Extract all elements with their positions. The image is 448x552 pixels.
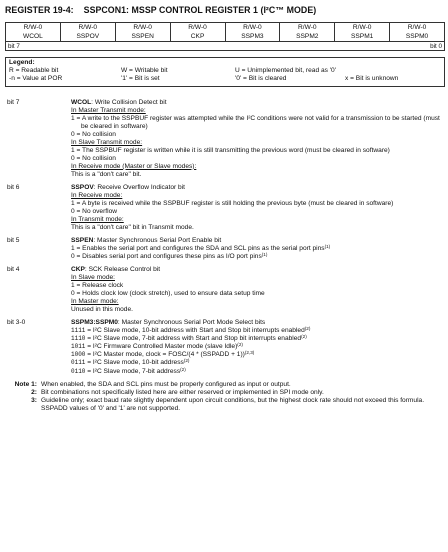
bit-name: CKP (170, 32, 225, 42)
legend-writable: W = Writable bit (121, 66, 168, 74)
bit-right-label: bit 0 (430, 42, 442, 50)
field-heading (71, 184, 445, 192)
bit-number: bit 6 (7, 183, 20, 191)
mode-code: 1111 (71, 327, 86, 335)
bit-name: SSPM3 (225, 32, 280, 42)
note-item (5, 397, 445, 413)
mode-option (71, 368, 445, 376)
bit-name: SSPM1 (335, 32, 390, 42)
notes-section (5, 381, 445, 413)
mode-code: 0110 (71, 367, 86, 375)
bit-note: This is a "don't care" bit in Transmit mode. (71, 224, 194, 231)
mode-code: 1011 (71, 343, 86, 351)
field-desc: : Master Synchronous Serial Port Enable bit (93, 237, 222, 245)
bit-attribute: R/W-0 (335, 22, 390, 32)
note-label: 2: (31, 388, 37, 396)
bit-name: SSPM2 (280, 32, 335, 42)
mode-heading: In Transmit mode: (71, 215, 124, 223)
legend-por: -n = Value at POR (9, 75, 63, 83)
mode-text: = I²C Master mode, clock = FOSC/(4 * (SSPADD + 1)) (85, 351, 245, 359)
mode-heading: In Master Transmit mode: (71, 106, 146, 114)
option-text: 0 = Disables serial port and configures these pins as I/O port pins (71, 253, 262, 261)
bit-attribute: R/W-0 (60, 22, 115, 32)
bit-descriptions (5, 99, 445, 376)
field-desc: : Receive Overflow Indicator bit (93, 183, 185, 191)
bit-name: SSPOV (60, 32, 115, 42)
bit-number: bit 7 (7, 98, 20, 106)
legend-cleared: '0' = Bit is cleared (235, 75, 287, 83)
mode-heading: In Receive mode (Master or Slave modes): (71, 162, 197, 170)
field-name: CKP (71, 266, 85, 274)
mode-code: 1110 (71, 335, 86, 343)
bit7-description (5, 99, 445, 179)
bit-attribute: R/W-0 (280, 22, 335, 32)
legend-set: '1' = Bit is set (121, 75, 160, 83)
footnote-ref: (2) (237, 342, 243, 348)
legend-unimplemented: U = Unimplemented bit, read as '0' (235, 66, 336, 74)
mode-code: 1000 (71, 351, 86, 359)
footnote-ref: (1) (324, 244, 331, 250)
mode-heading: In Slave Transmit mode: (71, 138, 143, 146)
footnote-ref: (2) (180, 366, 186, 372)
footnote-ref: (2) (183, 358, 190, 364)
register-document (5, 5, 445, 413)
mode-text: = I²C Slave mode, 10-bit address with Start and Stop bit interrupts enabled (85, 327, 305, 335)
bit-option: 1 = A byte is received while the SSPBUF register is still holding the previous byte (must be cleared in software) (71, 199, 394, 207)
note-item (5, 389, 445, 397)
bit-name-row (6, 32, 445, 42)
bit-attribute: R/W-0 (390, 22, 445, 32)
note-text: When enabled, the SDA and SCL pins must be properly configured as input or output. (41, 380, 291, 388)
note-label: 3: (31, 396, 37, 404)
field-name: SSPOV (71, 183, 94, 191)
bit-attribute: R/W-0 (6, 22, 61, 32)
bit-left-label: bit 7 (8, 42, 20, 50)
mode-code: 0111 (71, 359, 86, 367)
note-text: Guideline only; exact baud rate slightly dependent upon circuit conditions, but the highest clock rate should not exceed this formula. SSPADD values of '0' and '1' are not supported. (41, 396, 425, 412)
legend-row (9, 75, 441, 83)
bit-option: 0 = No collision (71, 130, 116, 138)
mode-text: = I²C Firmware Controlled Master mode (slave Idle) (85, 343, 238, 351)
bit-option (71, 253, 445, 261)
footnote-ref: (1) (261, 252, 268, 258)
bit-note: This is a "don't care" bit. (71, 170, 142, 178)
bit-option: 1 = Release clock (71, 282, 124, 290)
bit-name: SSPM0 (390, 32, 445, 42)
legend-readable: R = Readable bit (9, 66, 59, 74)
mode-text: = I²C Slave mode, 7-bit address with Start and Stop bit interrupts enabled (85, 335, 302, 343)
footnote-ref: (2) (304, 326, 311, 332)
bit-option: 0 = Holds clock low (clock stretch), used to ensure data setup time (71, 290, 265, 298)
bit-option (71, 245, 445, 253)
bit-option: 1 = The SSPBUF register is written while it is still transmitting the previous word (must be cleared in software) (71, 146, 390, 154)
bit-attribute-row (6, 22, 445, 32)
bit-option: 0 = No overflow (71, 207, 117, 215)
note-label: Note 1: (14, 380, 37, 388)
field-desc: : SCK Release Control bit (84, 266, 161, 274)
bit-attribute: R/W-0 (225, 22, 280, 32)
field-heading (71, 237, 445, 245)
legend-box (5, 57, 445, 87)
option-text: 1 = Enables the serial port and configures the SDA and SCL pins as the serial port pins (71, 245, 325, 253)
legend-title: Legend: (9, 58, 35, 66)
register-label: REGISTER 19-4: (5, 5, 74, 15)
mode-heading: In Slave mode: (71, 274, 115, 282)
bit-attribute: R/W-0 (115, 22, 170, 32)
legend-unknown: x = Bit is unknown (345, 75, 399, 83)
footnote-ref: (2) (301, 334, 307, 340)
field-name: WCOL (71, 98, 92, 106)
bit-range-row (5, 42, 445, 51)
note-text: Bit combinations not specifically listed here are either reserved or implemented in SPI mode only. (41, 388, 324, 396)
bit-number: bit 4 (7, 266, 20, 274)
mode-heading: In Master mode: (71, 298, 119, 306)
register-description: SSPCON1: MSSP CONTROL REGISTER 1 (I²C™ MODE) (83, 5, 317, 15)
mode-text: = I²C Slave mode, 7-bit address (85, 367, 181, 375)
field-name: SSPEN (71, 237, 94, 245)
mode-text: = I²C Slave mode, 10-bit address (85, 359, 184, 367)
mode-option (71, 359, 445, 367)
field-name: SSPM3:SSPM0 (71, 319, 118, 327)
bit-option: 0 = No collision (71, 154, 116, 162)
footnote-ref: (2,3) (244, 350, 255, 356)
register-bit-table (5, 22, 445, 42)
bit-name: SSPEN (115, 32, 170, 42)
bit-number: bit 3-0 (7, 319, 26, 327)
field-heading (71, 266, 445, 274)
field-desc: : Write Collision Detect bit (91, 98, 167, 106)
field-desc: : Master Synchronous Serial Port Mode Select bits (117, 319, 266, 327)
bit-note: Unused in this mode. (71, 306, 133, 314)
bit-attribute: R/W-0 (170, 22, 225, 32)
bit-number: bit 5 (7, 237, 20, 245)
note-item (5, 381, 445, 389)
register-title (5, 5, 445, 16)
bit5-description (5, 237, 445, 261)
mode-heading: In Receive mode: (71, 191, 123, 199)
bit3-0-description (5, 319, 445, 375)
field-heading (71, 99, 445, 107)
bit4-description (5, 266, 445, 314)
legend-row (9, 67, 441, 75)
bit6-description (5, 184, 445, 232)
bit-option: 1 = A write to the SSPBUF register was attempted while the I²C conditions were not valid for a transmission to be started (must be cleared in software) (71, 114, 440, 130)
bit-name: WCOL (6, 32, 61, 42)
